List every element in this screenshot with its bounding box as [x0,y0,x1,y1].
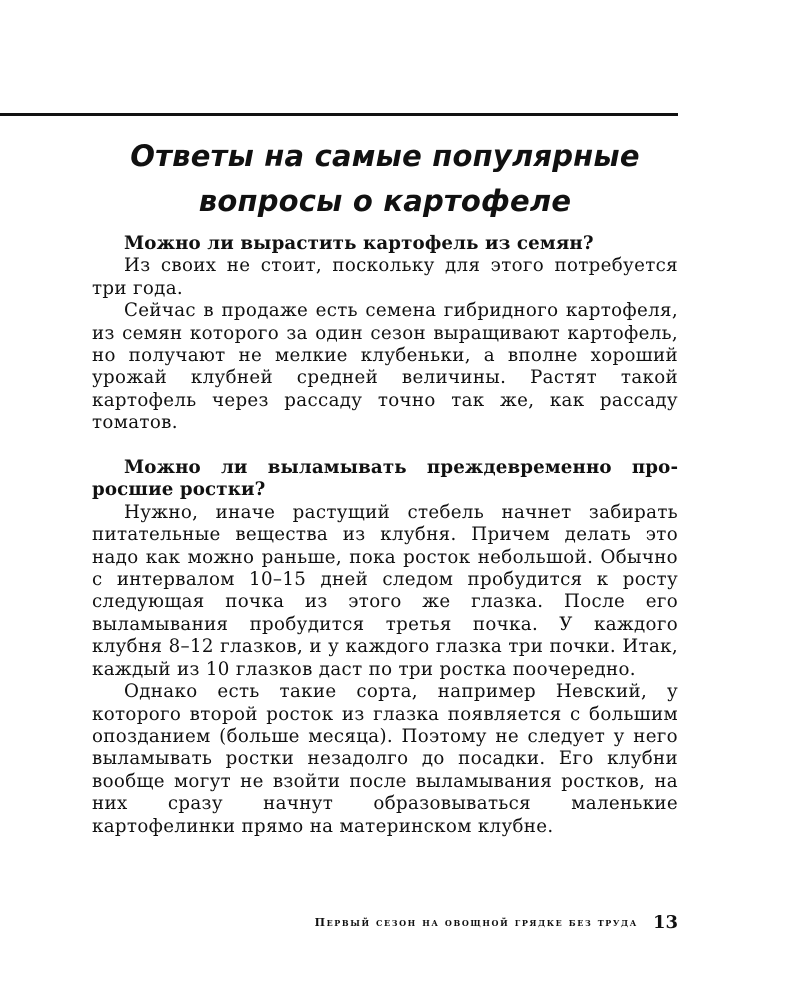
chapter-title-line-2: вопросы о картофеле [198,184,572,218]
page-body [92,233,678,838]
answer-paragraph: Из своих не стоит, поскольку для этого потребуется три года. [92,255,678,299]
running-head: Первый сезон на овощной грядке без труда [314,916,638,929]
top-rule [0,113,678,116]
chapter-title-line-1: Ответы на самые популярные [130,139,640,173]
answer-paragraph: Однако есть такие сорта, например Невский, у которого второй росток из глазка появляется с большим опозданием (больше месяца). Поэтому не следует у него выламывать ростки незадолго до посадки. Его клубни вообще могут не взойти после выламывания ростков, на них сразу начнут образовываться маленькие картофелинки прямо на материнском клубне. [92,681,678,837]
answer-paragraph: Нужно, иначе растущий стебель начнет забирать питательные вещества из клубня. Причем делать это надо как можно раньше, пока росток небольшой. Обычно с интервалом 10–15 дней следом пробудится к росту следующая почка из этого же глазка. После его выламывания пробудится третья почка. У каждого клубня 8–12 глазков, и у каждого глазка три почки. Итак, каждый из 10 глазков даст по три ростка поочередно. [92,501,678,680]
question-heading: Можно ли вырастить картофель из семян? [124,233,594,254]
chapter-title [92,134,678,224]
question-heading: Можно ли выламывать преждевременно проросшие ростки? [92,457,678,501]
answer-paragraph: Сейчас в продаже есть семена гибридного картофеля, из семян которого за один сезон выращивают картофель, но получают не мелкие клубеньки, а вполне хороший урожай клубней средней величины. Растят такой картофель через рассаду точно так же, как рассаду томатов. [92,300,678,434]
section-spacer [92,435,678,457]
page-number: 13 [652,912,678,933]
page-footer [92,912,678,933]
